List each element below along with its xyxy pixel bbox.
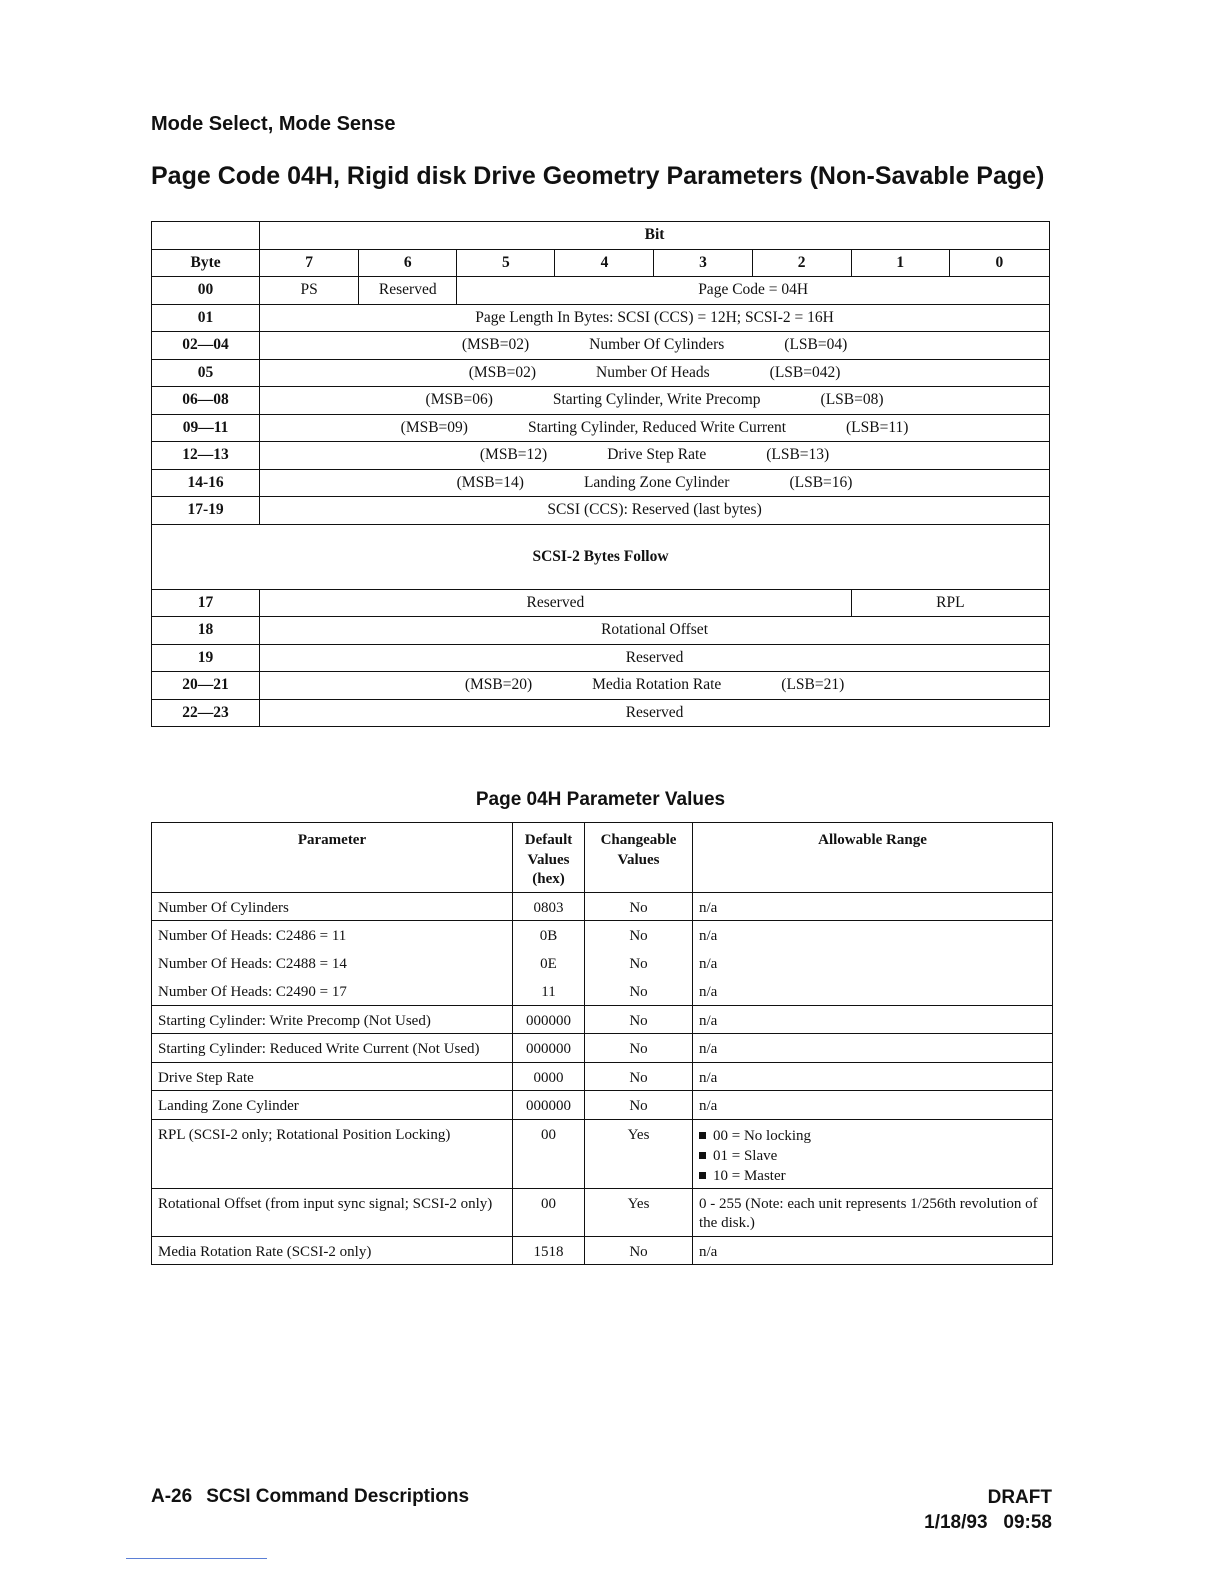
header-line: (hex) <box>532 871 565 887</box>
header-parameter: Parameter <box>152 823 513 893</box>
bullet-icon <box>699 1172 706 1179</box>
msb-label: (MSB=20) <box>464 676 533 694</box>
header-default <box>513 823 585 893</box>
range-line: n/a <box>699 928 718 944</box>
range-text: 00 = No locking <box>713 1127 812 1144</box>
table-row <box>152 1236 1053 1265</box>
bit-number: 7 <box>260 249 359 277</box>
table-row <box>152 469 1050 497</box>
allowable-range: n/a <box>693 1062 1053 1091</box>
field-name: Number Of Heads <box>596 363 710 381</box>
range-line: n/a <box>699 984 718 1000</box>
byte-cell: 05 <box>152 359 260 387</box>
table-row <box>152 699 1050 727</box>
msb-label: (MSB=09) <box>400 418 468 436</box>
msb-label: (MSB=02) <box>461 336 530 354</box>
changeable-value <box>585 921 693 1006</box>
byte-cell: 00 <box>152 277 260 305</box>
msb-label: (MSB=06) <box>425 391 493 409</box>
section-title: Mode Select, Mode Sense <box>151 113 396 135</box>
scsi2-follow-banner: SCSI-2 Bytes Follow <box>152 524 1050 589</box>
bit-number: 1 <box>851 249 949 277</box>
changeable-value: Yes <box>585 1188 693 1236</box>
value-line: 0B <box>539 928 558 944</box>
table-row <box>152 442 1050 470</box>
table-row <box>152 921 1053 1006</box>
byte-cell: 06—08 <box>152 387 260 415</box>
footer-datetime <box>924 1512 1052 1534</box>
bit-number: 2 <box>752 249 851 277</box>
default-value: 0803 <box>513 892 585 921</box>
param-name: RPL (SCSI-2 only; Rotational Position Locking) <box>152 1119 513 1188</box>
param-line: Number Of Heads: C2490 = 17 <box>158 984 347 1000</box>
range-bullet-item <box>699 1146 1046 1166</box>
header-line: Values <box>617 851 660 868</box>
corner-cell <box>152 222 260 250</box>
footer-date: 1/18/93 <box>924 1512 988 1533</box>
allowable-range: n/a <box>693 1236 1053 1265</box>
field-cell <box>260 672 1050 700</box>
param-table-caption: Page 04H Parameter Values <box>475 789 726 810</box>
table-row <box>152 644 1050 672</box>
param-name: Starting Cylinder: Reduced Write Current (Not Used) <box>152 1034 513 1063</box>
default-value: 00 <box>513 1188 585 1236</box>
field-cell <box>260 359 1050 387</box>
field-name: Starting Cylinder, Write Precomp <box>552 391 761 409</box>
table-row <box>152 672 1050 700</box>
byte-header: Byte <box>152 249 260 277</box>
footer-time: 09:58 <box>1003 1512 1052 1533</box>
table-row <box>152 277 1050 305</box>
bit-number: 4 <box>555 249 654 277</box>
byte-cell: 12—13 <box>152 442 260 470</box>
lsb-label: (LSB=11) <box>846 418 909 436</box>
default-value: 000000 <box>513 1005 585 1034</box>
table-row <box>152 1091 1053 1120</box>
field-cell <box>260 332 1050 360</box>
table-header-row <box>152 823 1053 893</box>
allowable-range <box>693 1119 1053 1188</box>
changeable-value: No <box>585 1062 693 1091</box>
field-cell <box>260 414 1050 442</box>
bullet-icon <box>699 1132 706 1139</box>
field-cell: Rotational Offset <box>260 617 1050 645</box>
field-cell: Page Length In Bytes: SCSI (CCS) = 12H; SCSI-2 = 16H <box>260 304 1050 332</box>
default-value: 00 <box>513 1119 585 1188</box>
reserved-cell: Reserved <box>260 589 852 617</box>
lsb-label: (LSB=042) <box>769 363 841 381</box>
range-bullet-item <box>699 1166 1046 1186</box>
header-changeable <box>585 823 693 893</box>
value-line: 11 <box>541 984 556 1000</box>
field-cell: SCSI (CCS): Reserved (last bytes) <box>260 497 1050 525</box>
default-value: 0000 <box>513 1062 585 1091</box>
param-name: Drive Step Rate <box>152 1062 513 1091</box>
byte-cell: 17 <box>152 589 260 617</box>
allowable-range: n/a <box>693 1005 1053 1034</box>
field-cell <box>260 442 1050 470</box>
table-row <box>152 892 1053 921</box>
bit-layout-table <box>151 221 1050 727</box>
range-text: 01 = Slave <box>713 1147 778 1164</box>
param-name: Starting Cylinder: Write Precomp (Not Used) <box>152 1005 513 1034</box>
table-row <box>152 359 1050 387</box>
header-range: Allowable Range <box>693 823 1053 893</box>
byte-cell: 09—11 <box>152 414 260 442</box>
byte-cell: 14-16 <box>152 469 260 497</box>
table-row <box>152 1188 1053 1236</box>
lsb-label: (LSB=13) <box>766 446 830 464</box>
draft-label: DRAFT <box>987 1487 1052 1508</box>
table-row <box>152 1062 1053 1091</box>
field-cell: Reserved <box>260 699 1050 727</box>
field-name: Starting Cylinder, Reduced Write Current <box>527 418 787 436</box>
msb-label: (MSB=14) <box>456 473 524 491</box>
value-line: No <box>629 928 648 944</box>
value-line: No <box>629 984 648 1000</box>
param-name: Media Rotation Rate (SCSI-2 only) <box>152 1236 513 1265</box>
bottom-rule <box>126 1558 267 1559</box>
default-value: 000000 <box>513 1034 585 1063</box>
table-row <box>152 1119 1053 1188</box>
lsb-label: (LSB=16) <box>789 473 853 491</box>
range-bullet-item <box>699 1126 1046 1146</box>
table-row <box>152 222 1050 250</box>
page-code-cell: Page Code = 04H <box>457 277 1050 305</box>
allowable-range: n/a <box>693 1034 1053 1063</box>
field-cell <box>260 469 1050 497</box>
bullet-icon <box>699 1152 706 1159</box>
byte-cell: 20—21 <box>152 672 260 700</box>
bit-number: 0 <box>949 249 1049 277</box>
bit-number: 5 <box>457 249 555 277</box>
param-line: Number Of Heads: C2488 = 14 <box>158 956 347 972</box>
field-name: Number Of Cylinders <box>589 336 725 354</box>
allowable-range: n/a <box>693 892 1053 921</box>
lsb-label: (LSB=08) <box>820 391 884 409</box>
table-row <box>152 589 1050 617</box>
lsb-label: (LSB=04) <box>784 336 848 354</box>
header-line: Default <box>524 832 573 848</box>
changeable-value: No <box>585 1236 693 1265</box>
range-line: n/a <box>699 956 718 972</box>
field-name: Media Rotation Rate <box>592 676 722 694</box>
rpl-cell: RPL <box>851 589 1049 617</box>
default-value: 1518 <box>513 1236 585 1265</box>
byte-cell: 18 <box>152 617 260 645</box>
parameter-values-table <box>151 822 1053 1265</box>
changeable-value: No <box>585 1034 693 1063</box>
param-line: Number Of Heads: C2486 = 11 <box>158 928 347 944</box>
param-name: Rotational Offset (from input sync signal; SCSI-2 only) <box>152 1188 513 1236</box>
byte-cell: 19 <box>152 644 260 672</box>
msb-label: (MSB=02) <box>468 363 537 381</box>
default-value: 000000 <box>513 1091 585 1120</box>
table-row <box>152 497 1050 525</box>
field-cell: Reserved <box>260 644 1050 672</box>
table-row <box>152 304 1050 332</box>
byte-cell: 02—04 <box>152 332 260 360</box>
footer-left <box>151 1486 469 1508</box>
table-row <box>152 249 1050 277</box>
bit-header: Bit <box>260 222 1050 250</box>
page-number: A-26 <box>151 1486 193 1507</box>
header-line: Changeable <box>600 832 677 848</box>
reserved-cell: Reserved <box>359 277 457 305</box>
bit-number: 6 <box>359 249 457 277</box>
bit-number: 3 <box>654 249 752 277</box>
param-name: Number Of Cylinders <box>152 892 513 921</box>
table-row <box>152 524 1050 589</box>
table-row <box>152 617 1050 645</box>
field-name: Landing Zone Cylinder <box>583 473 730 491</box>
byte-cell: 01 <box>152 304 260 332</box>
ps-cell: PS <box>260 277 359 305</box>
param-name <box>152 921 513 1006</box>
table-row <box>152 332 1050 360</box>
param-name: Landing Zone Cylinder <box>152 1091 513 1120</box>
changeable-value: No <box>585 1005 693 1034</box>
value-line: 0E <box>540 956 557 972</box>
table-row <box>152 1034 1053 1063</box>
value-line: No <box>629 956 648 972</box>
chapter-title: SCSI Command Descriptions <box>206 1486 470 1507</box>
field-name: Drive Step Rate <box>607 446 707 464</box>
allowable-range <box>693 921 1053 1006</box>
field-cell <box>260 387 1050 415</box>
byte-cell: 22—23 <box>152 699 260 727</box>
lsb-label: (LSB=21) <box>781 676 845 694</box>
table-row <box>152 414 1050 442</box>
byte-cell: 17-19 <box>152 497 260 525</box>
changeable-value: Yes <box>585 1119 693 1188</box>
table-row <box>152 387 1050 415</box>
range-text: 10 = Master <box>713 1167 786 1184</box>
changeable-value: No <box>585 892 693 921</box>
allowable-range: n/a <box>693 1091 1053 1120</box>
table-row <box>152 1005 1053 1034</box>
header-line: Values <box>527 851 570 868</box>
msb-label: (MSB=12) <box>479 446 548 464</box>
changeable-value: No <box>585 1091 693 1120</box>
allowable-range: 0 - 255 (Note: each unit represents 1/256th revolution of the disk.) <box>693 1188 1053 1236</box>
default-value <box>513 921 585 1006</box>
page-title: Page Code 04H, Rigid disk Drive Geometry Parameters (Non-Savable Page) <box>151 162 1045 190</box>
